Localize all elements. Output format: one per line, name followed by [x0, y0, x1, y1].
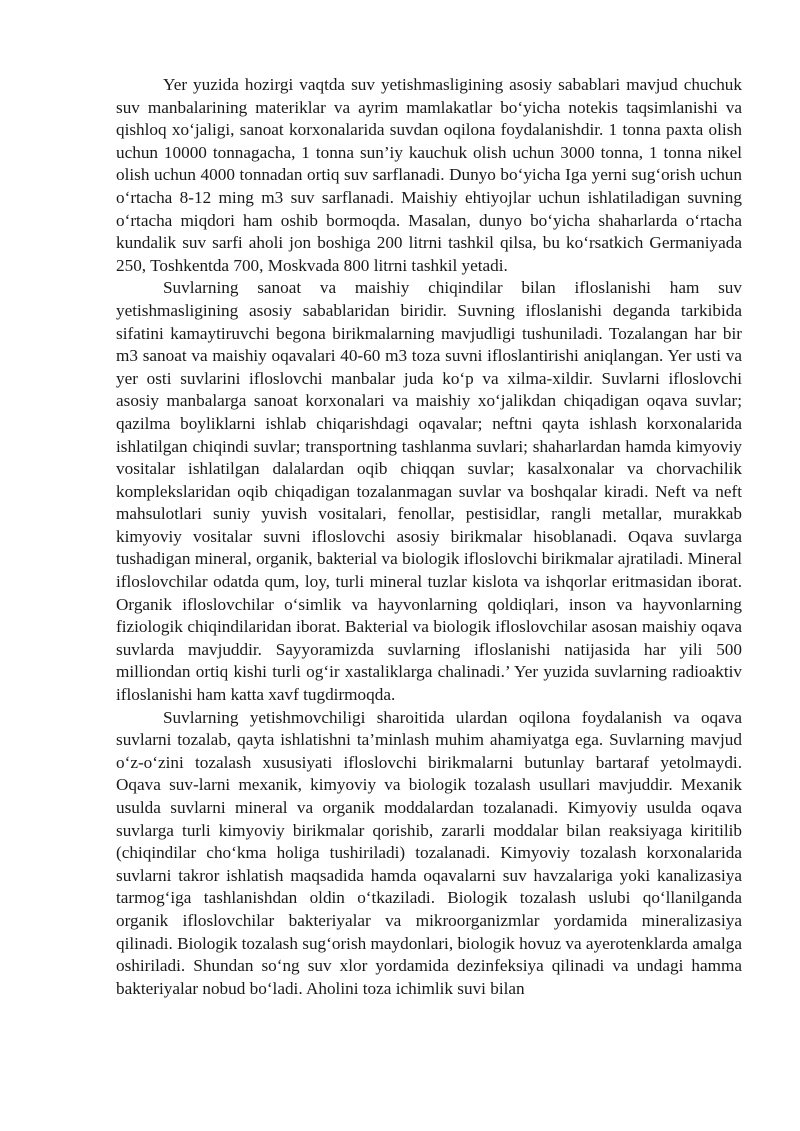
paragraph-water-shortage-causes: Yer yuzida hozirgi vaqtda suv yetishmasligining asosiy sabablari mavjud chuchuk suv manbalarining materiklar va ayrim mamlakatlar bo‘yicha notekis taqsimlanishi va qishloq xo‘jaligi, sanoat korxonalarida suvdan oqilona foydalanishdir. 1 tonna paxta olish uchun 10000 tonnagacha, 1 tonna sun’iy kauchuk olish uchun 3000 tonna, 1 tonna nikel olish uchun 4000 tonnadan ortiq suv sarflanadi. Dunyo bo‘yicha Iga yerni sug‘orish uchun o‘rtacha 8-12 ming m3 suv sarflanadi. Maishiy ehtiyojlar uchun ishlatiladigan suvning o‘rtacha miqdori ham oshib bormoqda. Masalan, dunyo bo‘yicha shaharlarda o‘rtacha kundalik suv sarfi aholi jon boshiga 200 litrni tashkil qilsa, bu ko‘rsatkich Germaniyada 250, Toshkentda 700, Moskvada 800 litrni tashkil yetadi.	[116, 75, 742, 275]
document-page	[116, 74, 742, 1000]
paragraph-water-treatment: Suvlarning yetishmovchiligi sharoitida ulardan oqilona foydalanish va oqava suvlarni tozalab, qayta ishlatishni ta’minlash muhim ahamiyatga ega. Suvlarning mavjud o‘z-o‘zini tozalash xususiyati ifloslovchi birikmalarni butunlay bartaraf yetolmaydi. Oqava suv-larni mexanik, kimyoviy va biologik tozalash usullari mavjuddir. Mexanik usulda suvlarni mineral va organik moddalardan tozalanadi. Kimyoviy usulda oqava suvlarga turli kimyoviy birikmalar qorishib, zararli moddalar bilan reaksiyaga kiritilib (chiqindilar cho‘kma holiga tushiriladi) tozalanadi. Kimyoviy tozalash korxonalarida suvlarni takror ishlatish maqsadida hamda oqavalarni suv havzalariga yoki kanalizasiya tarmog‘iga tashlanishdan oldin o‘tkaziladi. Biologik tozalash uslubi qo‘llanilganda organik ifloslovchilar bakteriyalar va mikroorganizmlar yordamida mineralizasiya qilinadi. Biologik tozalash sug‘orish maydonlari, biologik hovuz va ayerotenklarda amalga oshiriladi. Shundan so‘ng suv xlor yordamida dezinfeksiya qilinadi va undagi hamma bakteriyalar nobud bo‘ladi. Aholini toza ichimlik suvi bilan	[116, 707, 742, 998]
paragraph-water-pollution: Suvlarning sanoat va maishiy chiqindilar bilan ifloslanishi ham suv yetishmasligining asosiy sabablaridan biridir. Suvning ifloslanishi deganda tarkibida sifatini kamaytiruvchi begona birikmalarning mavjudligi tushuniladi. Tozalangan har bir m3 sanoat va maishiy oqavalari 40-60 m3 toza suvni ifloslantirishi aniqlangan. Yer usti va yer osti suvlarini ifloslovchi manbalar juda ko‘p va xilma-xildir. Suvlarni ifloslovchi asosiy manbalarga sanoat korxonalari va maishiy xo‘jalikdan chiqadigan oqava suvlar; qazilma boyliklarni ishlab chiqarishdagi oqavalar; neftni qayta ishlash korxonalarida ishlatilgan chiqindi suvlar; transportning tashlanma suvlari; shaharlardan hamda kimyoviy vositalar ishlatilgan dalalardan oqib chiqqan suvlar; kasalxonalar va chorvachilik komplekslaridan oqib chiqadigan tozalanmagan suvlar va boshqalar kiradi. Neft va neft mahsulotlari suniy yuvish vositalari, fenollar, pestisidlar, rangli metallar, murakkab kimyoviy vositalar suvni ifloslovchi asosiy birikmalar hisoblanadi. Oqava suvlarga tushadigan mineral, organik, bakterial va biologik ifloslovchi birikmalar ajratiladi. Mineral ifloslovchilar odatda qum, loy, turli mineral tuzlar kislota va ishqorlar eritmasidan iborat. Organik ifloslovchilar o‘simlik va hayvonlarning qoldiqlari, inson va hayvonlarning fiziologik chiqindilaridan iborat. Bakterial va biologik ifloslovchilar asosan maishiy oqava suvlarda mavjuddir. Sayyoramizda suvlarning ifloslanishi natijasida har yili 500 milliondan ortiq kishi turli og‘ir xastaliklarga chalinadi.’ Yer yuzida suvlarning radioaktiv ifloslanishi ham katta xavf tugdirmoqda.	[116, 278, 742, 705]
